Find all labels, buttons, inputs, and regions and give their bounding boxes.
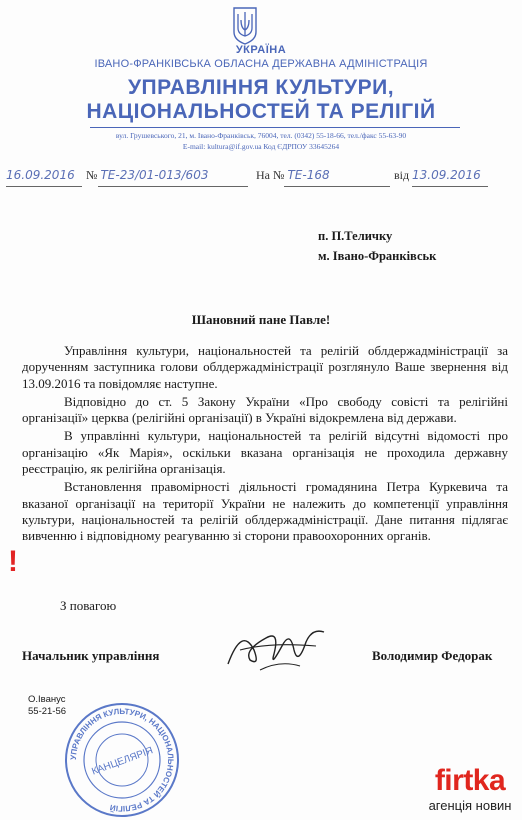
- letter-body: [22, 343, 508, 547]
- closing-regards: З повагою: [60, 598, 117, 613]
- recipient-city: м. Івано-Франківськ: [318, 249, 437, 263]
- body-paragraph: Відповідно до ст. 5 Закону України «Про свободу совісті та релігійні організації» церква (релігійні організації) в Україні відокремлена від держави.: [22, 393, 508, 426]
- outgoing-number-value: ТЕ-23/01-013/603: [100, 168, 209, 182]
- office-stamp: [62, 700, 182, 820]
- body-paragraph: Встановлення правомірності діяльності громадянина Петра Куркевича та вказаної організації на території України не належить до компетенції управління культури, національностей та релігій облдержадміністрації. Дане питання підлягає вивченню і відповідному реагуванню зі сторони правоохоронних органів.: [22, 479, 508, 544]
- executor-phone: 55-21-56: [28, 706, 67, 717]
- number-prefix: №: [86, 168, 98, 182]
- incoming-number-label: На №: [256, 168, 285, 182]
- salutation: Шановний пане Павле!: [191, 312, 331, 327]
- signatory-title: Начальник управління: [22, 648, 160, 663]
- firtka-tagline: агенція новин: [428, 798, 512, 813]
- incoming-date-label: від: [394, 168, 410, 182]
- letterhead-country: УКРАЇНА: [235, 44, 287, 56]
- executor-info: [28, 694, 66, 718]
- letterhead-divider: [90, 127, 460, 128]
- outgoing-date: [6, 168, 75, 188]
- svg-text:КАНЦЕЛЯРІЯ: КАНЦЕЛЯРІЯ: [90, 745, 155, 778]
- executor-name: О.Іванус: [28, 694, 66, 705]
- outgoing-date-value: 16.09.2016: [6, 168, 75, 182]
- trident-emblem-icon: [232, 6, 258, 46]
- body-paragraph: В управлінні культури, національностей та релігій відсутні відомості про організацію «Як Марія», оскільки вказана організація не проходила державну реєстрацію, як релігійна організація.: [22, 428, 508, 477]
- incoming-number-value: ТЕ-168: [287, 168, 330, 182]
- recipient-block: [318, 226, 436, 266]
- letterhead-address: вул. Грушевського, 21, м. Івано-Франківськ, 76004, тел. (0342) 55-18-66, тел./факс 55-63-90: [115, 131, 407, 140]
- outgoing-number: [86, 168, 208, 188]
- letterhead-department-line1: УПРАВЛІННЯ КУЛЬТУРИ,: [127, 76, 395, 99]
- exclamation-marker: !: [8, 545, 18, 578]
- letterhead-email: E-mail: kultura@if.gov.ua Код ЄДРПОУ 33645264: [182, 142, 340, 151]
- recipient-name: п. П.Теличку: [318, 229, 393, 243]
- body-paragraph: Управління культури, національностей та релігій облдержадміністрації за дорученням заступника голови облдержадміністрації розглянуло Ваше звернення від 13.09.2016 та повідомляє наступне.: [22, 343, 508, 391]
- incoming-date-value: 13.09.2016: [412, 168, 481, 182]
- letterhead-administration: ІВАНО-ФРАНКІВСЬКА ОБЛАСНА ДЕРЖАВНА АДМІНІСТРАЦІЯ: [94, 58, 428, 70]
- letterhead-department-line2: НАЦІОНАЛЬНОСТЕЙ ТА РЕЛІГІЙ: [86, 100, 436, 123]
- svg-text:УПРАВЛІННЯ КУЛЬТУРИ, НАЦІОНАЛЬ: УПРАВЛІННЯ КУЛЬТУРИ, НАЦІОНАЛЬНОСТЕЙ ТА РЕЛІГІЙ: [68, 706, 176, 814]
- firtka-logo: firtka: [434, 764, 506, 797]
- incoming-date: [412, 168, 481, 188]
- signatory-name: Володимир Федорак: [372, 648, 493, 663]
- handwritten-signature: [220, 620, 330, 676]
- incoming-reference: [256, 168, 330, 188]
